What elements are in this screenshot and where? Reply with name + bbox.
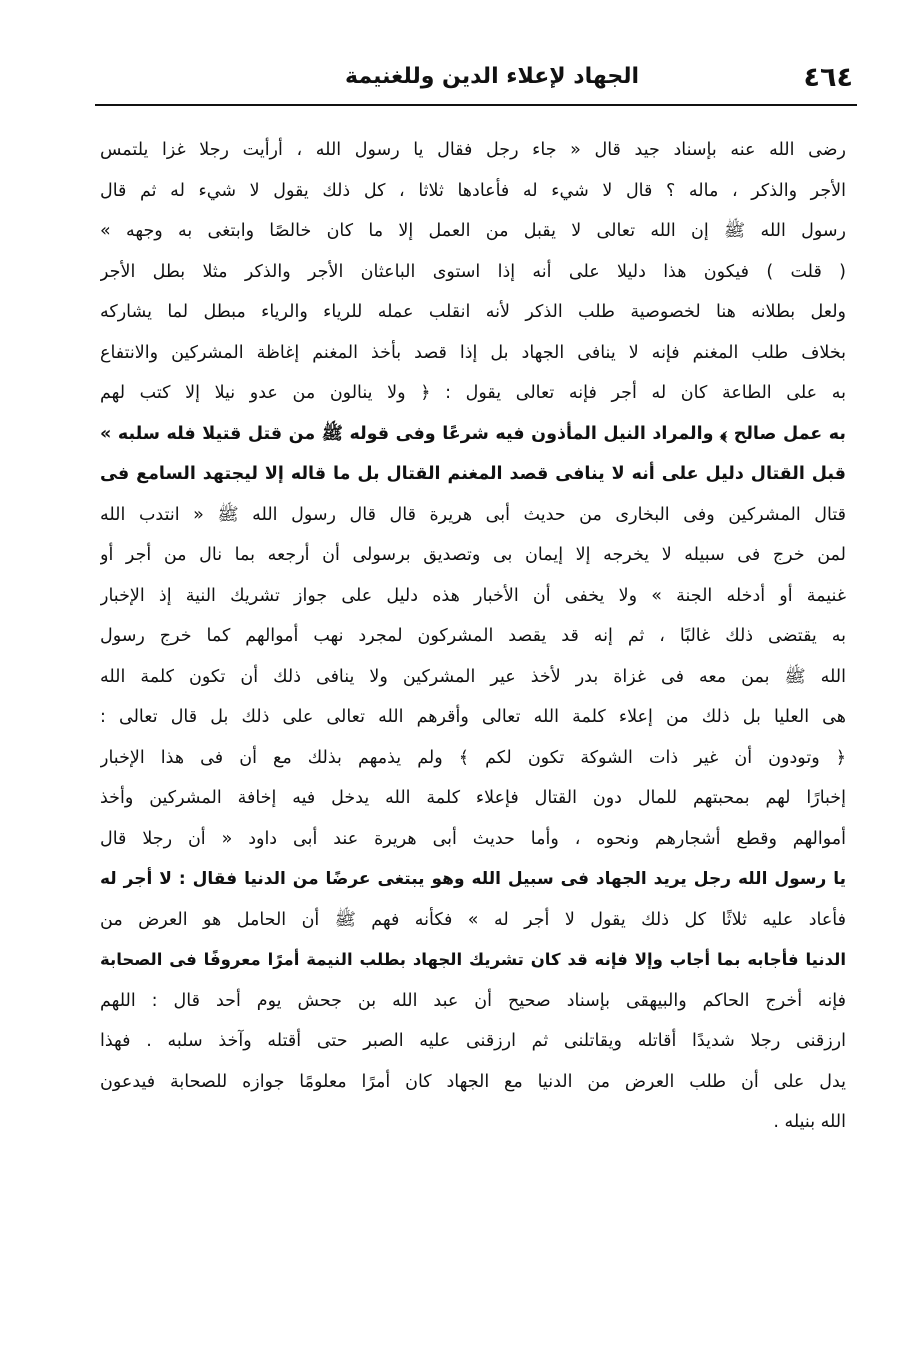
running-title: الجهاد لإعلاء الدين وللغنيمة — [345, 64, 640, 89]
text-line: أموالهم وقطع أشجارهم ونحوه ، وأما حديث أبى هريرة عند أبى داود « أن رجلا قال — [100, 828, 846, 849]
text-line: غنيمة أو أدخله الجنة » ولا يخفى أن الأخبار هذه دليل على جواز تشريك النية إذ الإخبار — [100, 585, 846, 606]
text-line: قبل القتال دليل على أنه لا ينافى قصد المغنم القتال بل ما قاله إلا ليجتهد السامع فى — [100, 464, 846, 484]
text-line: به على الطاعة كان له أجر فإنه تعالى يقول : ﴿ ولا ينالون من عدو نيلا إلا كتب لهم — [100, 383, 846, 403]
text-line: ﴿ وتودون أن غير ذات الشوكة تكون لكم ﴾ ولم يذمهم بذلك مع أن فى هذا الإخبار — [100, 747, 846, 768]
body-text — [100, 130, 846, 1143]
text-line: يا رسول الله رجل يريد الجهاد فى سبيل الله وهو يبتغى عرضًا من الدنيا فقال : لا أجر له — [100, 869, 846, 889]
text-line: لمن خرج فى سبيله لا يخرجه إلا إيمان بى وتصديق برسولى أن أرجعه بما نال من أجر أو — [100, 545, 846, 565]
page-header — [95, 58, 857, 102]
text-line: رسول الله ﷺ إن الله تعالى لا يقبل من العمل إلا ما كان خالصًا وابتغى به وجهه » — [100, 221, 846, 241]
header-rule — [95, 104, 857, 106]
text-line: به يقتضى ذلك غالبًا ، ثم إنه قد يقصد المشركون لمجرد نهب أموالهم كما خرج رسول — [100, 626, 846, 646]
text-line: فأعاد عليه ثلاثًا كل ذلك يقول لا أجر له » فكأنه فهم ﷺ أن الحامل هو العرض من — [100, 909, 846, 930]
text-line: ولعل بطلانه هنا لخصوصية طلب الذكر لأنه انقلب عمله للرياء والرياء مبطل لما يشاركه — [100, 302, 846, 322]
text-line: الله ﷺ بمن معه فى غزاة بدر لأخذ عير المشركين ولا ينافى ذلك أن تكون كلمة الله — [100, 666, 846, 687]
text-line: ( قلت ) فيكون هذا دليلا على أنه إذا استوى الباعثان الأجر والذكر مثلا بطل الأجر — [100, 261, 846, 282]
page-number: ٤٦٤ — [803, 62, 853, 93]
text-line: الله بنيله . — [773, 1112, 846, 1132]
text-line: يدل على أن طلب العرض من الدنيا مع الجهاد كان أمرًا معلومًا جوازه للصحابة فيدعون — [100, 1071, 846, 1092]
text-line: ارزقنى رجلا شديدًا أقاتله ويقاتلنى ثم ارزقنى عليه الصبر حتى أقتله وآخذ سلبه . فهذا — [100, 1031, 846, 1051]
text-line: بخلاف طلب المغنم فإنه لا ينافى الجهاد بل إذا قصد بأخذ المغنم إغاظة المشركين والانتفاع — [100, 342, 846, 363]
text-line: قتال المشركين وفى البخارى من حديث أبى هريرة قال قال رسول الله ﷺ « انتدب الله — [100, 504, 846, 525]
text-line: إخبارًا لهم بمحبتهم للمال دون القتال فإعلاء كلمة الله يدخل فيه إخافة المشركين وأخذ — [100, 788, 846, 808]
text-line: هى العليا بل ذلك من إعلاء كلمة الله تعالى وأقرهم الله تعالى على ذلك بل قال تعالى : — [100, 707, 846, 727]
text-line: به عمل صالح ﴾ والمراد النيل المأذون فيه شرعًا وفى قوله ﷺ من قتل قتيلا فله سلبه » — [100, 423, 846, 444]
text-line: رضى الله عنه بإسناد جيد قال « جاء رجل فقال يا رسول الله ، أرأيت رجلا غزا يلتمس — [100, 140, 846, 160]
text-line: فإنه أخرج الحاكم والبيهقى بإسناد صحيح أن عبد الله بن جحش يوم أحد قال : اللهم — [100, 990, 846, 1011]
text-line: الأجر والذكر ، ماله ؟ قال لا شيء له فأعادها ثلاثا ، كل ذلك يقول لا شيء له ثم قال — [100, 180, 846, 201]
text-line: الدنيا فأجابه بما أجاب وإلا فإنه قد كان تشريك الجهاد بطلب النيمة أمرًا معروفًا فى الصحابة — [100, 950, 846, 969]
